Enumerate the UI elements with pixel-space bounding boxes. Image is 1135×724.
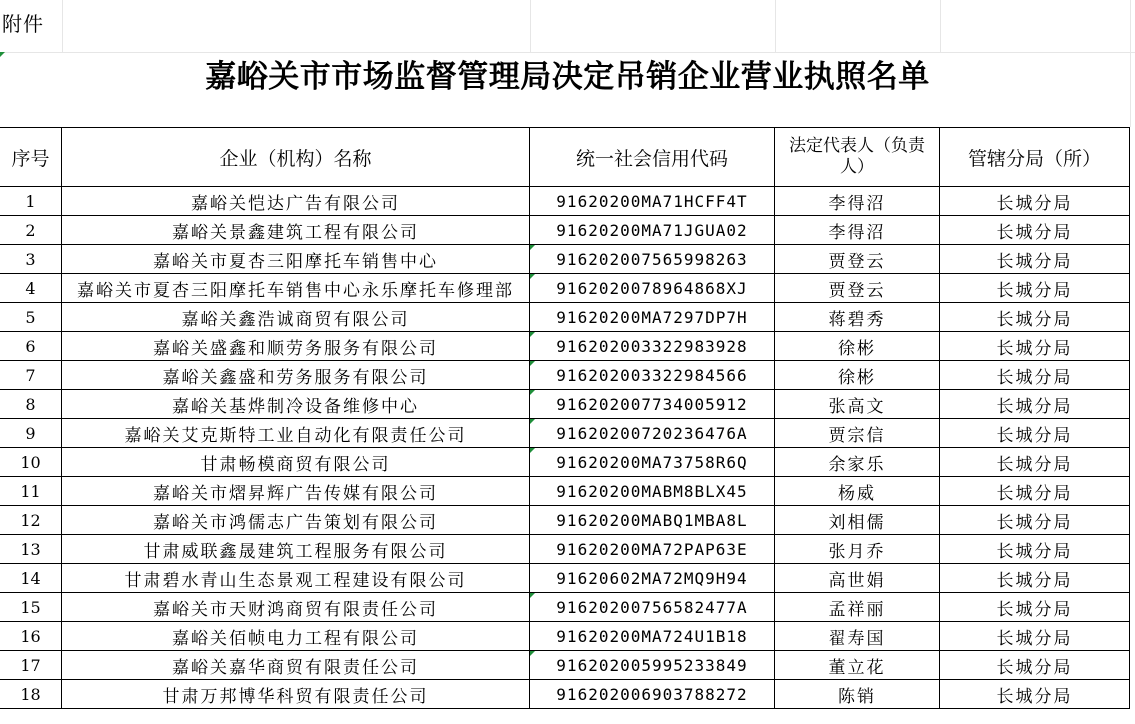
gridline	[775, 0, 776, 52]
table-row	[0, 448, 1130, 477]
table-row	[0, 506, 1130, 535]
gridline	[940, 0, 941, 52]
cell-note-marker	[530, 274, 535, 279]
row-rep-cell: 贾宗信	[775, 419, 940, 448]
table-body	[0, 187, 1130, 709]
row-seq-cell: 4	[0, 274, 62, 303]
row-seq-cell: 5	[0, 303, 62, 332]
row-name-cell: 嘉峪关市熠昇辉广告传媒有限公司	[62, 477, 530, 506]
row-rep-cell: 刘相儒	[775, 506, 940, 535]
row-code-cell: 916202005995233849	[530, 651, 775, 680]
row-seq-cell: 1	[0, 187, 62, 216]
row-name-cell: 甘肃碧水青山生态景观工程建设有限公司	[62, 564, 530, 593]
header-name: 企业（机构）名称	[62, 128, 530, 187]
table-row	[0, 564, 1130, 593]
cell-note-marker	[530, 245, 535, 250]
row-name-cell: 嘉峪关盛鑫和顺劳务服务有限公司	[62, 332, 530, 361]
table-row	[0, 332, 1130, 361]
row-branch-cell: 长城分局	[940, 274, 1130, 303]
table-row	[0, 187, 1130, 216]
row-seq-cell: 17	[0, 651, 62, 680]
row-code-cell: 91620200MABM8BLX45	[530, 477, 775, 506]
row-rep-cell: 徐彬	[775, 332, 940, 361]
row-code-cell: 916202003322984566	[530, 361, 775, 390]
table-row	[0, 245, 1130, 274]
row-rep-cell: 张月乔	[775, 535, 940, 564]
row-branch-cell: 长城分局	[940, 390, 1130, 419]
row-name-cell: 嘉峪关艾克斯特工业自动化有限责任公司	[62, 419, 530, 448]
cell-note-marker	[530, 593, 535, 598]
row-branch-cell: 长城分局	[940, 593, 1130, 622]
row-code-cell: 91620200MA724U1B18	[530, 622, 775, 651]
header-rep: 法定代表人（负责人）	[775, 128, 940, 187]
row-name-cell: 嘉峪关市夏杏三阳摩托车销售中心	[62, 245, 530, 274]
row-code-cell: 916202006903788272	[530, 680, 775, 709]
row-seq-cell: 12	[0, 506, 62, 535]
table-header-row	[0, 128, 1130, 187]
row-rep-cell: 张高文	[775, 390, 940, 419]
table-row	[0, 361, 1130, 390]
cell-note-marker	[530, 332, 535, 337]
row-name-cell: 嘉峪关佰帧电力工程有限公司	[62, 622, 530, 651]
header-branch: 管辖分局（所）	[940, 128, 1130, 187]
cell-note-marker	[530, 651, 535, 656]
row-code-cell: 91620200789648​68XJ	[530, 274, 775, 303]
row-branch-cell: 长城分局	[940, 622, 1130, 651]
row-name-cell: 嘉峪关市夏杏三阳摩托车销售中心永乐摩托车修理部	[62, 274, 530, 303]
row-seq-cell: 15	[0, 593, 62, 622]
row-branch-cell: 长城分局	[940, 419, 1130, 448]
row-code-cell: 91620602MA72MQ9H94	[530, 564, 775, 593]
row-rep-cell: 李得沼	[775, 216, 940, 245]
table-row	[0, 419, 1130, 448]
cell-note-marker	[530, 390, 535, 395]
row-rep-cell: 蒋碧秀	[775, 303, 940, 332]
table-row	[0, 216, 1130, 245]
row-branch-cell: 长城分局	[940, 187, 1130, 216]
table-row	[0, 593, 1130, 622]
table-row	[0, 274, 1130, 303]
row-name-cell: 嘉峪关基烨制冷设备维修中心	[62, 390, 530, 419]
row-branch-cell: 长城分局	[940, 564, 1130, 593]
table-row	[0, 477, 1130, 506]
document-title: 嘉峪关市市场监督管理局决定吊销企业营业执照名单	[205, 59, 930, 95]
row-code-cell: 916202007734005912	[530, 390, 775, 419]
row-branch-cell: 长城分局	[940, 361, 1130, 390]
row-rep-cell: 徐彬	[775, 361, 940, 390]
row-code-cell: 91620200MABQ1MBA8L	[530, 506, 775, 535]
row-seq-cell: 2	[0, 216, 62, 245]
row-code-cell: 916202007565998263	[530, 245, 775, 274]
row-code-cell: 91620200MA72PAP63E	[530, 535, 775, 564]
row-seq-cell: 16	[0, 622, 62, 651]
row-code-cell: 91620200MA71HCFF4T	[530, 187, 775, 216]
cell-note-marker	[530, 361, 535, 366]
row-branch-cell: 长城分局	[940, 332, 1130, 361]
row-branch-cell: 长城分局	[940, 448, 1130, 477]
row-branch-cell: 长城分局	[940, 680, 1130, 709]
row-name-cell: 嘉峪关市鸿儒志广告策划有限公司	[62, 506, 530, 535]
row-seq-cell: 3	[0, 245, 62, 274]
attachment-label: 附件	[2, 12, 44, 36]
row-seq-cell: 10	[0, 448, 62, 477]
row-branch-cell: 长城分局	[940, 216, 1130, 245]
header-seq: 序号	[0, 128, 62, 187]
row-rep-cell: 李得沼	[775, 187, 940, 216]
row-code-cell: 91620200MA71JGUA02	[530, 216, 775, 245]
table-row	[0, 651, 1130, 680]
table-row	[0, 303, 1130, 332]
row-branch-cell: 长城分局	[940, 303, 1130, 332]
row-seq-cell: 14	[0, 564, 62, 593]
row-name-cell: 嘉峪关鑫盛和劳务服务有限公司	[62, 361, 530, 390]
row-seq-cell: 11	[0, 477, 62, 506]
row-rep-cell: 董立花	[775, 651, 940, 680]
row-rep-cell: 杨威	[775, 477, 940, 506]
gridline	[62, 0, 63, 52]
cell-note-marker	[530, 448, 535, 453]
row-branch-cell: 长城分局	[940, 245, 1130, 274]
row-branch-cell: 长城分局	[940, 535, 1130, 564]
row-code-cell: 91620200MA73758R6Q	[530, 448, 775, 477]
row-branch-cell: 长城分局	[940, 477, 1130, 506]
row-name-cell: 甘肃畅模商贸有限公司	[62, 448, 530, 477]
row-name-cell: 嘉峪关市天财鸿商贸有限责任公司	[62, 593, 530, 622]
row-rep-cell: 孟祥丽	[775, 593, 940, 622]
row-rep-cell: 余家乐	[775, 448, 940, 477]
table-row	[0, 390, 1130, 419]
row-name-cell: 甘肃万邦博华科贸有限责任公司	[62, 680, 530, 709]
row-seq-cell: 7	[0, 361, 62, 390]
row-branch-cell: 长城分局	[940, 651, 1130, 680]
row-name-cell: 甘肃威联鑫晟建筑工程服务有限公司	[62, 535, 530, 564]
cell-note-marker	[530, 419, 535, 424]
row-rep-cell: 贾登云	[775, 274, 940, 303]
row-seq-cell: 8	[0, 390, 62, 419]
row-seq-cell: 9	[0, 419, 62, 448]
row-code-cell: 91620200720236476A	[530, 419, 775, 448]
row-seq-cell: 18	[0, 680, 62, 709]
row-rep-cell: 陈销	[775, 680, 940, 709]
table-row	[0, 680, 1130, 709]
row-seq-cell: 6	[0, 332, 62, 361]
row-code-cell: 91620200756582477A	[530, 593, 775, 622]
row-name-cell: 嘉峪关景鑫建筑工程有限公司	[62, 216, 530, 245]
row-rep-cell: 高世娟	[775, 564, 940, 593]
row-name-cell: 嘉峪关鑫浩诚商贸有限公司	[62, 303, 530, 332]
row-code-cell: 916202003322983928	[530, 332, 775, 361]
gridline	[530, 0, 531, 52]
table-row	[0, 622, 1130, 651]
table-row	[0, 535, 1130, 564]
row-rep-cell: 翟寿国	[775, 622, 940, 651]
row-name-cell: 嘉峪关恺达广告有限公司	[62, 187, 530, 216]
row-branch-cell: 长城分局	[940, 506, 1130, 535]
row-rep-cell: 贾登云	[775, 245, 940, 274]
row-seq-cell: 13	[0, 535, 62, 564]
revocation-list-table	[0, 127, 1130, 709]
row-code-cell: 91620200MA7297DP7H	[530, 303, 775, 332]
row-name-cell: 嘉峪关嘉华商贸有限责任公司	[62, 651, 530, 680]
header-code: 统一社会信用代码	[530, 128, 775, 187]
